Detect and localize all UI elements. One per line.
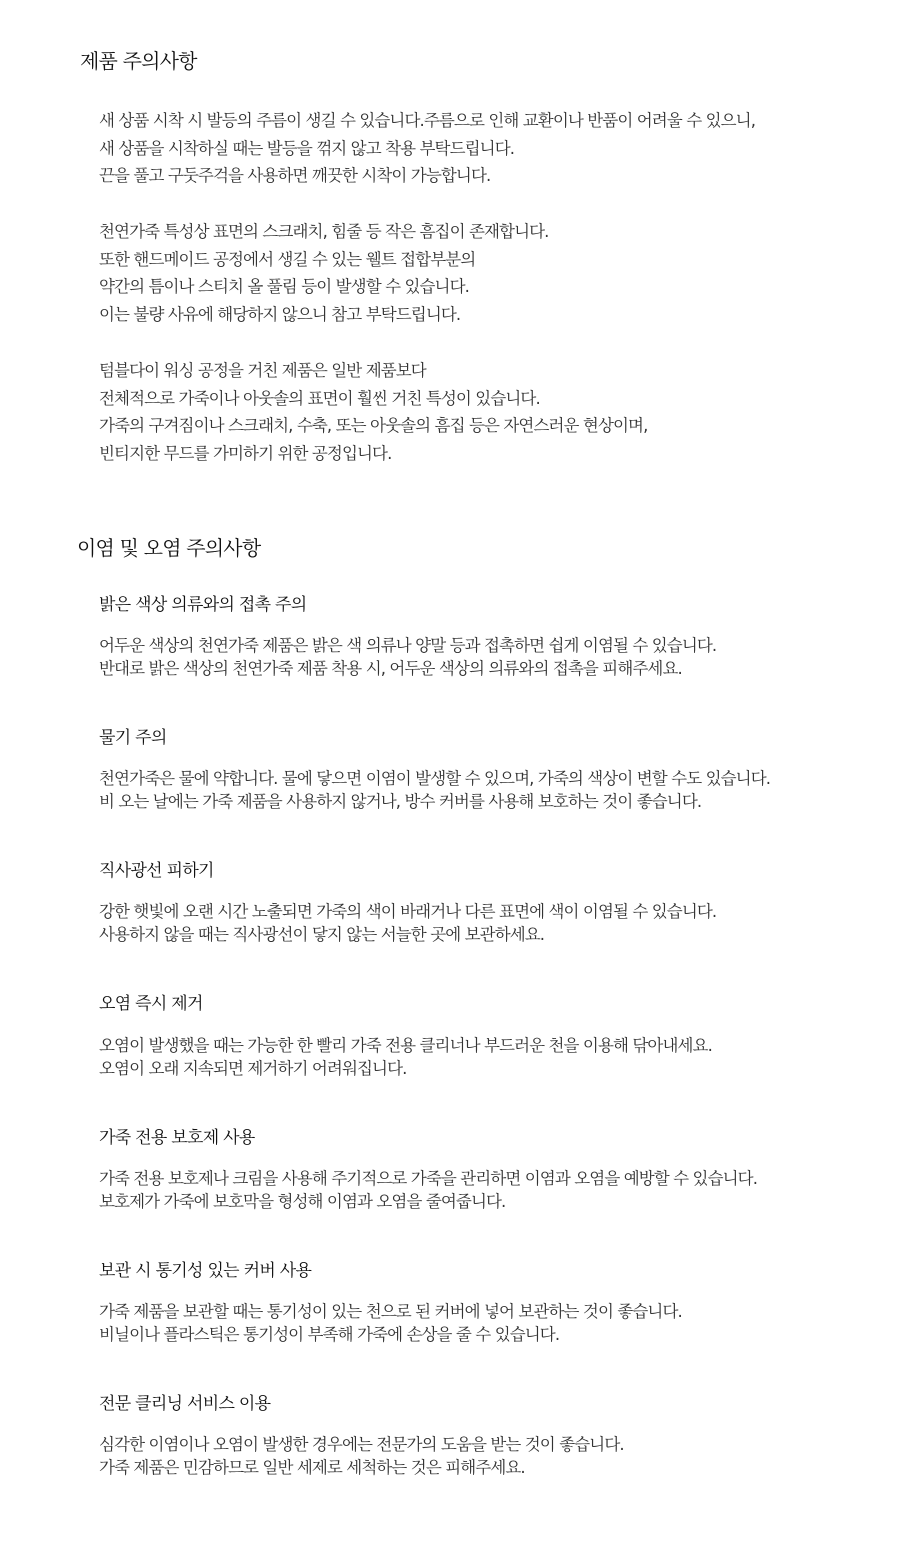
text-line: 반대로 밝은 색상의 천연가죽 제품 착용 시, 어두운 색상의 의류와의 접촉을 피해주세요. (99, 658, 682, 678)
product-notice-title: 제품 주의사항 (80, 49, 197, 73)
text-line: 또한 핸드메이드 공정에서 생길 수 있는 웰트 접합부분의 (99, 249, 476, 269)
text-line: 새 상품 시착 시 발등의 주름이 생길 수 있습니다.주름으로 인해 교환이나 반품이 어려울 수 있으니, (99, 111, 756, 130)
product-notice-paragraph (99, 357, 647, 468)
stain-item-text (99, 1168, 757, 1213)
stain-item-heading: 물기 주의 (99, 728, 167, 748)
stain-item-text (99, 1434, 624, 1479)
stain-item-heading: 보관 시 통기성 있는 커버 사용 (99, 1261, 312, 1281)
text-line: 보호제가 가죽에 보호막을 형성해 이염과 오염을 줄여줍니다. (99, 1191, 506, 1211)
text-line: 오염이 오래 지속되면 제거하기 어려워집니다. (99, 1058, 407, 1078)
text-line: 오염이 발생했을 때는 가능한 한 빨리 가죽 전용 클리너나 부드러운 천을 이용해 닦아내세요. (99, 1036, 712, 1055)
stain-item-heading: 전문 클리닝 서비스 이용 (99, 1394, 271, 1414)
stain-item-text (99, 635, 716, 680)
stain-item-text (99, 768, 770, 813)
stain-item-heading: 오염 즉시 제거 (99, 994, 203, 1014)
product-notice-paragraph (99, 107, 755, 190)
text-line: 빈티지한 무드를 가미하기 위한 공정입니다. (99, 444, 392, 464)
text-line: 끈을 풀고 구둣주걱을 사용하면 깨끗한 시착이 가능합니다. (99, 166, 491, 186)
text-line: 천연가죽은 물에 약합니다. 물에 닿으면 이염이 발생할 수 있으며, 가죽의 색상이 변할 수도 있습니다. (99, 769, 771, 788)
stain-item-heading: 직사광선 피하기 (99, 861, 214, 881)
text-line: 천연가죽 특성상 표면의 스크래치, 힘줄 등 작은 흠집이 존재합니다. (99, 222, 549, 241)
text-line: 약간의 틈이나 스티치 올 풀림 등이 발생할 수 있습니다. (99, 277, 469, 297)
stain-item-text (99, 1035, 712, 1080)
text-line: 어두운 색상의 천연가죽 제품은 밝은 색 의류나 양말 등과 접촉하면 쉽게 이염될 수 있습니다. (99, 636, 717, 655)
text-line: 전체적으로 가죽이나 아웃솔의 표면이 훨씬 거친 특성이 있습니다. (99, 388, 540, 408)
text-line: 가죽 전용 보호제나 크림을 사용해 주기적으로 가죽을 관리하면 이염과 오염을 예방할 수 있습니다. (99, 1169, 758, 1188)
stain-item-text (99, 901, 716, 946)
text-line: 강한 햇빛에 오랜 시간 노출되면 가죽의 색이 바래거나 다른 표면에 색이 이염될 수 있습니다. (99, 902, 717, 921)
text-line: 가죽의 구겨짐이나 스크래치, 수축, 또는 아웃솔의 흠집 등은 자연스러운 현상이며, (99, 416, 648, 436)
text-line: 심각한 이염이나 오염이 발생한 경우에는 전문가의 도움을 받는 것이 좋습니다. (99, 1435, 624, 1454)
text-line: 가죽 제품은 민감하므로 일반 세제로 세척하는 것은 피해주세요. (99, 1457, 525, 1477)
text-line: 텀블다이 워싱 공정을 거친 제품은 일반 제품보다 (99, 361, 426, 380)
stain-item-text (99, 1301, 682, 1346)
stain-notice-title: 이염 및 오염 주의사항 (77, 536, 261, 560)
text-line: 이는 불량 사유에 해당하지 않으니 참고 부탁드립니다. (99, 305, 461, 325)
text-line: 사용하지 않을 때는 직사광선이 닿지 않는 서늘한 곳에 보관하세요. (99, 924, 545, 944)
text-line: 비 오는 날에는 가죽 제품을 사용하지 않거나, 방수 커버를 사용해 보호하는 것이 좋습니다. (99, 791, 702, 811)
text-line: 가죽 제품을 보관할 때는 통기성이 있는 천으로 된 커버에 넣어 보관하는 것이 좋습니다. (99, 1302, 682, 1321)
text-line: 비닐이나 플라스틱은 통기성이 부족해 가죽에 손상을 줄 수 있습니다. (99, 1324, 560, 1344)
text-line: 새 상품을 시착하실 때는 발등을 꺾지 않고 착용 부탁드립니다. (99, 138, 515, 158)
stain-item-heading: 가죽 전용 보호제 사용 (99, 1128, 255, 1148)
stain-item-heading: 밝은 색상 의류와의 접촉 주의 (99, 595, 307, 615)
product-notice-paragraph (99, 218, 549, 329)
